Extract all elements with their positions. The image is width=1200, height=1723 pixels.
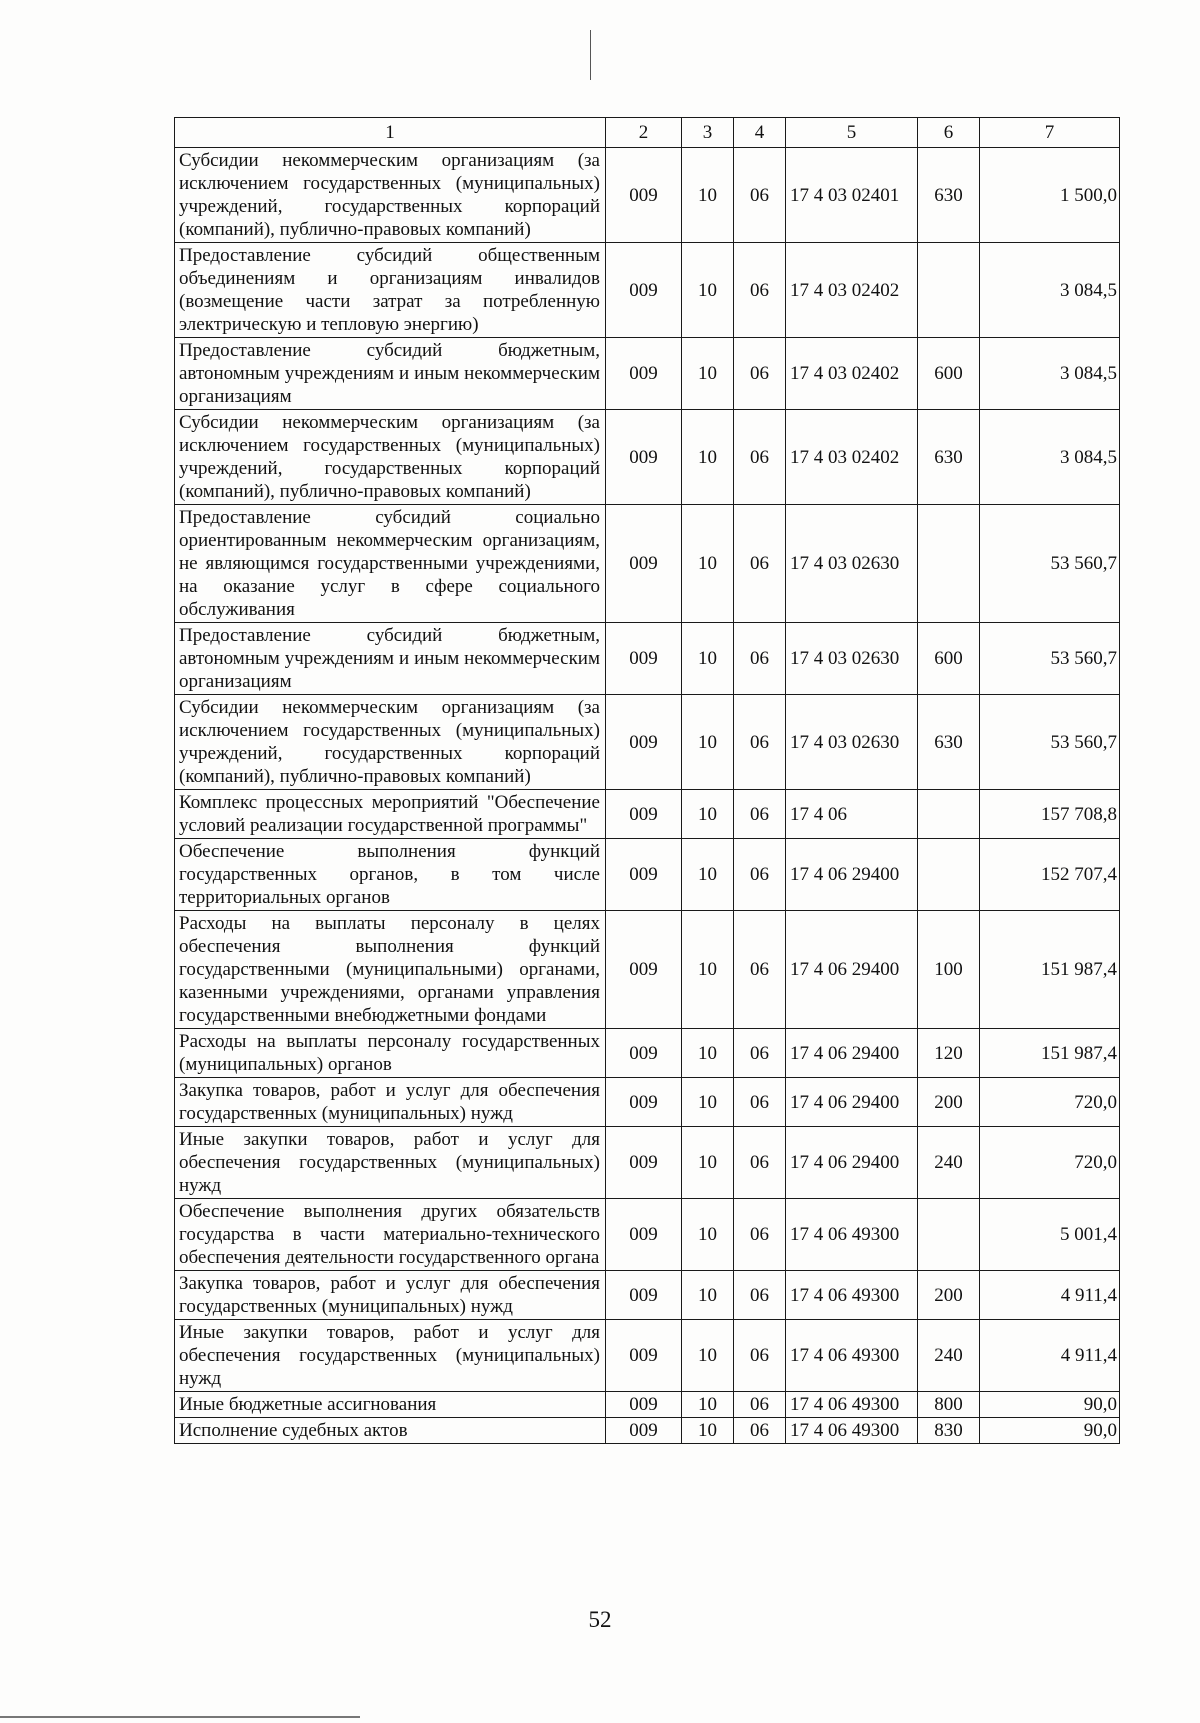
expense-type-cell: 600 bbox=[918, 338, 980, 410]
subsection-code-cell: 06 bbox=[734, 1271, 786, 1320]
target-article-cell: 17 4 06 49300 bbox=[786, 1320, 918, 1392]
row-name-cell: Закупка товаров, работ и услуг для обеспечения государственных (муниципальных) нужд bbox=[175, 1271, 606, 1320]
table-row bbox=[175, 1392, 1120, 1418]
subsection-code-cell: 06 bbox=[734, 243, 786, 338]
ministry-code-cell: 009 bbox=[606, 148, 682, 243]
subsection-code-cell: 06 bbox=[734, 505, 786, 623]
subsection-code-cell: 06 bbox=[734, 1320, 786, 1392]
column-header: 2 bbox=[606, 118, 682, 148]
target-article-cell: 17 4 03 02401 bbox=[786, 148, 918, 243]
table-row bbox=[175, 623, 1120, 695]
row-name-cell: Предоставление субсидий бюджетным, автономным учреждениям и иным некоммерческим организациям bbox=[175, 338, 606, 410]
table-row bbox=[175, 1320, 1120, 1392]
section-code-cell: 10 bbox=[682, 839, 734, 911]
row-name-cell: Исполнение судебных актов bbox=[175, 1418, 606, 1444]
row-name-cell: Закупка товаров, работ и услуг для обеспечения государственных (муниципальных) нужд bbox=[175, 1078, 606, 1127]
amount-cell: 151 987,4 bbox=[980, 1029, 1120, 1078]
subsection-code-cell: 06 bbox=[734, 1199, 786, 1271]
subsection-code-cell: 06 bbox=[734, 1392, 786, 1418]
row-name-cell: Расходы на выплаты персоналу в целях обеспечения выполнения функций государственными (муниципальными) органами, казенными учреждениями, органами управления государственными внебюджетными фондами bbox=[175, 911, 606, 1029]
subsection-code-cell: 06 bbox=[734, 148, 786, 243]
column-header: 6 bbox=[918, 118, 980, 148]
amount-cell: 720,0 bbox=[980, 1078, 1120, 1127]
row-name-cell: Иные закупки товаров, работ и услуг для обеспечения государственных (муниципальных) нужд bbox=[175, 1320, 606, 1392]
ministry-code-cell: 009 bbox=[606, 243, 682, 338]
scan-artifact-edge bbox=[0, 1716, 360, 1718]
column-header: 4 bbox=[734, 118, 786, 148]
ministry-code-cell: 009 bbox=[606, 1320, 682, 1392]
expense-type-cell: 630 bbox=[918, 695, 980, 790]
target-article-cell: 17 4 03 02402 bbox=[786, 243, 918, 338]
subsection-code-cell: 06 bbox=[734, 911, 786, 1029]
ministry-code-cell: 009 bbox=[606, 1029, 682, 1078]
amount-cell: 151 987,4 bbox=[980, 911, 1120, 1029]
table-row bbox=[175, 1199, 1120, 1271]
row-name-cell: Обеспечение выполнения функций государственных органов, в том числе территориальных органов bbox=[175, 839, 606, 911]
row-name-cell: Комплекс процессных мероприятий "Обеспечение условий реализации государственной программы" bbox=[175, 790, 606, 839]
expense-type-cell: 800 bbox=[918, 1392, 980, 1418]
section-code-cell: 10 bbox=[682, 1199, 734, 1271]
ministry-code-cell: 009 bbox=[606, 1199, 682, 1271]
target-article-cell: 17 4 06 49300 bbox=[786, 1199, 918, 1271]
amount-cell: 720,0 bbox=[980, 1127, 1120, 1199]
ministry-code-cell: 009 bbox=[606, 1392, 682, 1418]
expense-type-cell bbox=[918, 243, 980, 338]
target-article-cell: 17 4 06 29400 bbox=[786, 1078, 918, 1127]
section-code-cell: 10 bbox=[682, 410, 734, 505]
amount-cell: 157 708,8 bbox=[980, 790, 1120, 839]
amount-cell: 152 707,4 bbox=[980, 839, 1120, 911]
target-article-cell: 17 4 03 02630 bbox=[786, 695, 918, 790]
target-article-cell: 17 4 03 02630 bbox=[786, 623, 918, 695]
section-code-cell: 10 bbox=[682, 148, 734, 243]
expense-type-cell: 200 bbox=[918, 1271, 980, 1320]
table-body bbox=[175, 148, 1120, 1444]
table-row bbox=[175, 1127, 1120, 1199]
table-row bbox=[175, 911, 1120, 1029]
expense-type-cell: 630 bbox=[918, 410, 980, 505]
ministry-code-cell: 009 bbox=[606, 790, 682, 839]
subsection-code-cell: 06 bbox=[734, 338, 786, 410]
budget-table bbox=[174, 117, 1120, 1444]
ministry-code-cell: 009 bbox=[606, 1418, 682, 1444]
subsection-code-cell: 06 bbox=[734, 1418, 786, 1444]
row-name-cell: Предоставление субсидий бюджетным, автономным учреждениям и иным некоммерческим организациям bbox=[175, 623, 606, 695]
target-article-cell: 17 4 06 bbox=[786, 790, 918, 839]
expense-type-cell: 240 bbox=[918, 1320, 980, 1392]
subsection-code-cell: 06 bbox=[734, 790, 786, 839]
target-article-cell: 17 4 06 49300 bbox=[786, 1271, 918, 1320]
subsection-code-cell: 06 bbox=[734, 410, 786, 505]
column-header: 3 bbox=[682, 118, 734, 148]
row-name-cell: Предоставление субсидий социально ориентированным некоммерческим организациям, не являющимся государственными учреждениями, на оказание услуг в сфере социального обслуживания bbox=[175, 505, 606, 623]
section-code-cell: 10 bbox=[682, 623, 734, 695]
amount-cell: 4 911,4 bbox=[980, 1271, 1120, 1320]
target-article-cell: 17 4 06 29400 bbox=[786, 1127, 918, 1199]
section-code-cell: 10 bbox=[682, 1029, 734, 1078]
section-code-cell: 10 bbox=[682, 338, 734, 410]
section-code-cell: 10 bbox=[682, 695, 734, 790]
ministry-code-cell: 009 bbox=[606, 911, 682, 1029]
amount-cell: 90,0 bbox=[980, 1418, 1120, 1444]
expense-type-cell bbox=[918, 505, 980, 623]
row-name-cell: Субсидии некоммерческим организациям (за исключением государственных (муниципальных) учреждений, государственных корпораций (компаний), публично-правовых компаний) bbox=[175, 410, 606, 505]
table-row bbox=[175, 839, 1120, 911]
table-row bbox=[175, 1271, 1120, 1320]
subsection-code-cell: 06 bbox=[734, 1127, 786, 1199]
subsection-code-cell: 06 bbox=[734, 1078, 786, 1127]
target-article-cell: 17 4 06 49300 bbox=[786, 1418, 918, 1444]
table-header-row bbox=[175, 118, 1120, 148]
section-code-cell: 10 bbox=[682, 790, 734, 839]
table-row bbox=[175, 148, 1120, 243]
expense-type-cell: 600 bbox=[918, 623, 980, 695]
section-code-cell: 10 bbox=[682, 505, 734, 623]
row-name-cell: Субсидии некоммерческим организациям (за исключением государственных (муниципальных) учреждений, государственных корпораций (компаний), публично-правовых компаний) bbox=[175, 695, 606, 790]
ministry-code-cell: 009 bbox=[606, 338, 682, 410]
section-code-cell: 10 bbox=[682, 1271, 734, 1320]
table-row bbox=[175, 1418, 1120, 1444]
row-name-cell: Иные закупки товаров, работ и услуг для обеспечения государственных (муниципальных) нужд bbox=[175, 1127, 606, 1199]
section-code-cell: 10 bbox=[682, 1418, 734, 1444]
expense-type-cell: 100 bbox=[918, 911, 980, 1029]
amount-cell: 53 560,7 bbox=[980, 623, 1120, 695]
row-name-cell: Субсидии некоммерческим организациям (за исключением государственных (муниципальных) учреждений, государственных корпораций (компаний), публично-правовых компаний) bbox=[175, 148, 606, 243]
table-row bbox=[175, 1029, 1120, 1078]
ministry-code-cell: 009 bbox=[606, 839, 682, 911]
target-article-cell: 17 4 06 49300 bbox=[786, 1392, 918, 1418]
expense-type-cell: 240 bbox=[918, 1127, 980, 1199]
table-row bbox=[175, 338, 1120, 410]
expense-type-cell bbox=[918, 839, 980, 911]
target-article-cell: 17 4 06 29400 bbox=[786, 1029, 918, 1078]
expense-type-cell: 120 bbox=[918, 1029, 980, 1078]
column-header: 1 bbox=[175, 118, 606, 148]
target-article-cell: 17 4 06 29400 bbox=[786, 911, 918, 1029]
column-header: 7 bbox=[980, 118, 1120, 148]
subsection-code-cell: 06 bbox=[734, 839, 786, 911]
scan-artifact-line bbox=[590, 30, 591, 80]
row-name-cell: Предоставление субсидий общественным объединениям и организациям инвалидов (возмещение части затрат за потребленную электрическую и тепловую энергию) bbox=[175, 243, 606, 338]
target-article-cell: 17 4 03 02630 bbox=[786, 505, 918, 623]
row-name-cell: Расходы на выплаты персоналу государственных (муниципальных) органов bbox=[175, 1029, 606, 1078]
ministry-code-cell: 009 bbox=[606, 505, 682, 623]
subsection-code-cell: 06 bbox=[734, 1029, 786, 1078]
subsection-code-cell: 06 bbox=[734, 695, 786, 790]
amount-cell: 53 560,7 bbox=[980, 505, 1120, 623]
row-name-cell: Обеспечение выполнения других обязательств государства в части материально-технического обеспечения деятельности государственного органа bbox=[175, 1199, 606, 1271]
ministry-code-cell: 009 bbox=[606, 1271, 682, 1320]
amount-cell: 5 001,4 bbox=[980, 1199, 1120, 1271]
amount-cell: 90,0 bbox=[980, 1392, 1120, 1418]
row-name-cell: Иные бюджетные ассигнования bbox=[175, 1392, 606, 1418]
amount-cell: 3 084,5 bbox=[980, 410, 1120, 505]
section-code-cell: 10 bbox=[682, 1078, 734, 1127]
expense-type-cell: 630 bbox=[918, 148, 980, 243]
column-header: 5 bbox=[786, 118, 918, 148]
target-article-cell: 17 4 03 02402 bbox=[786, 338, 918, 410]
expense-type-cell: 200 bbox=[918, 1078, 980, 1127]
section-code-cell: 10 bbox=[682, 911, 734, 1029]
target-article-cell: 17 4 06 29400 bbox=[786, 839, 918, 911]
page-number: 52 bbox=[588, 1607, 612, 1632]
amount-cell: 3 084,5 bbox=[980, 243, 1120, 338]
table-row bbox=[175, 243, 1120, 338]
expense-type-cell bbox=[918, 790, 980, 839]
section-code-cell: 10 bbox=[682, 243, 734, 338]
table-row bbox=[175, 695, 1120, 790]
table-row bbox=[175, 410, 1120, 505]
table-row bbox=[175, 505, 1120, 623]
ministry-code-cell: 009 bbox=[606, 1127, 682, 1199]
table-row bbox=[175, 790, 1120, 839]
table-row bbox=[175, 1078, 1120, 1127]
ministry-code-cell: 009 bbox=[606, 410, 682, 505]
amount-cell: 4 911,4 bbox=[980, 1320, 1120, 1392]
amount-cell: 3 084,5 bbox=[980, 338, 1120, 410]
amount-cell: 53 560,7 bbox=[980, 695, 1120, 790]
ministry-code-cell: 009 bbox=[606, 623, 682, 695]
target-article-cell: 17 4 03 02402 bbox=[786, 410, 918, 505]
section-code-cell: 10 bbox=[682, 1320, 734, 1392]
expense-type-cell bbox=[918, 1199, 980, 1271]
ministry-code-cell: 009 bbox=[606, 695, 682, 790]
subsection-code-cell: 06 bbox=[734, 623, 786, 695]
expense-type-cell: 830 bbox=[918, 1418, 980, 1444]
section-code-cell: 10 bbox=[682, 1127, 734, 1199]
ministry-code-cell: 009 bbox=[606, 1078, 682, 1127]
section-code-cell: 10 bbox=[682, 1392, 734, 1418]
amount-cell: 1 500,0 bbox=[980, 148, 1120, 243]
